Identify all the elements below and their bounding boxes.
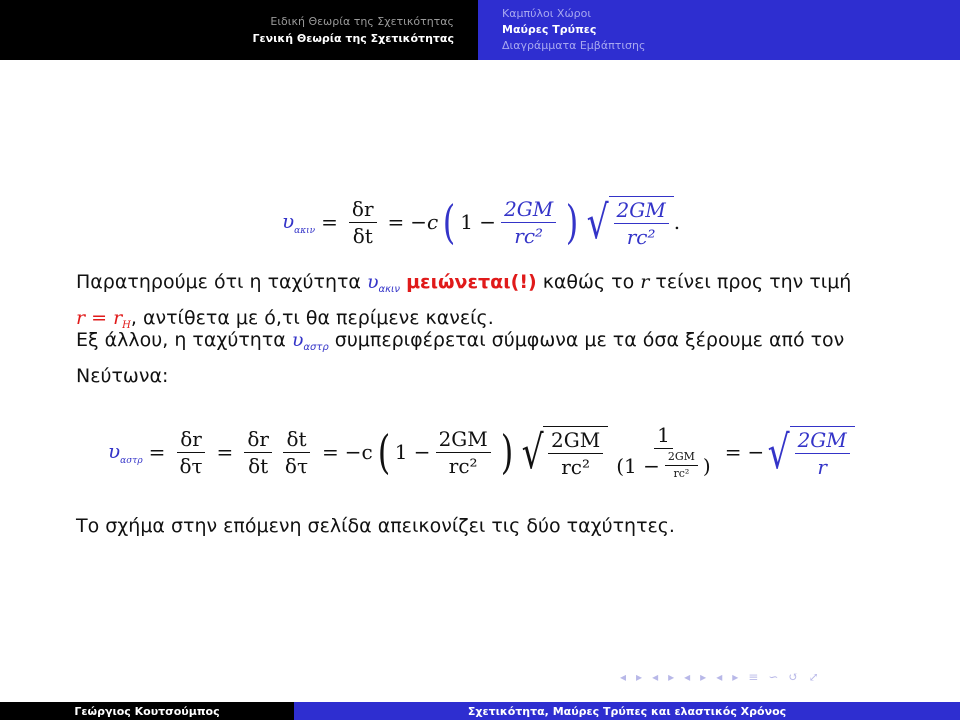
- nav-back-icon[interactable]: ↺: [788, 670, 799, 684]
- beamer-navigation: [620, 670, 819, 684]
- subsection-link-curved-spaces[interactable]: Καμπύλοι Χώροι: [502, 7, 592, 20]
- fraction-dr-dtau: $\frac{\delta r}{\delta\tau}$: [176, 428, 205, 477]
- nav-subsection-next-icon[interactable]: ▸: [668, 670, 675, 684]
- fraction-dt-dtau: $\frac{\delta t}{\delta\tau}$: [284, 426, 309, 478]
- slide-footer: [0, 702, 960, 720]
- minus-c: −c: [344, 440, 373, 464]
- sqrt-2gm-rc2: √ $\frac{2GM}{\text{rc²}}$: [583, 196, 674, 248]
- equation-v-astr: $\upsilon_{\alpha\sigma\tau\rho}$ = $\frac{\delta r}{\delta\tau}$ = $\frac{\delta r}{\delta t}$ $\frac{\delta t}{\delta\tau}$ = −c ( 1 − $\frac{2GM}{\text{rc²}}$ ) √ $\frac{2GM}{\text{rc²}}$ 1 (1 − $\frac{2GM}{\text{rc²}}$ ) = − √ $\frac{2GM}{r}$: [108, 424, 855, 480]
- section-nav: [0, 0, 478, 60]
- subsection-link-black-holes[interactable]: Μαύρες Τρύπες: [502, 23, 597, 36]
- nav-slide-prev-icon[interactable]: ◂: [716, 670, 723, 684]
- section-link-general-relativity[interactable]: Γενική Θεωρία της Σχετικότητας: [252, 32, 454, 45]
- sqrt-2gm-r: √ $\frac{2GM}{r}$: [764, 426, 855, 478]
- fraction-2gm-rc2: $\frac{2GM}{\text{rc²}}$: [501, 198, 556, 247]
- fraction-lorentz-factor: 1 (1 − $\frac{2GM}{\text{rc²}}$ ): [616, 423, 711, 480]
- nav-frame-prev-icon[interactable]: ◂: [620, 670, 627, 684]
- footer-title: Σχετικότητα, Μαύρες Τρύπες και ελαστικός Χρόνος: [294, 702, 960, 720]
- nav-slide-next-icon[interactable]: ▸: [732, 670, 739, 684]
- minus-sign: −: [747, 440, 765, 464]
- paragraph-newton: Εξ άλλου, η ταχύτητα $\upsilon_{\alpha\sigma\tau\rho}$ συμπεριφέρεται σύμφωνα με τα όσα ξέρουμε από τον Νεύτωνα:: [76, 329, 845, 387]
- paragraph-velocity-decrease: Παρατηρούμε ότι η ταχύτητα $\upsilon_{\alpha\kappa\iota\nu}$ μειώνεται(!) καθώς το r τείνει προς την τιμή $r = r_H$, αντίθετα με ό,τι θα περίμενε κανείς.: [76, 271, 852, 331]
- equation-v-kin: $\upsilon_{\alpha\kappa\iota\nu}$ = $\frac{\delta r}{\delta t}$ = −c ( 1 − $\frac{2GM}{\text{rc²}}$ ) √ $\frac{2GM}{\text{rc²}}$ .: [282, 195, 681, 249]
- footer-author: Γεώργιος Κουτσούμπος: [0, 702, 294, 720]
- nav-zoom-icon[interactable]: ⤢: [808, 670, 819, 684]
- v-kin-symbol: $\upsilon_{\alpha\kappa\iota\nu}$: [282, 208, 316, 236]
- highlight-decreases: μειώνεται(!): [406, 271, 537, 293]
- v-astr-symbol: $\upsilon_{\alpha\sigma\tau\rho}$: [108, 438, 143, 466]
- equation-period: .: [673, 210, 681, 234]
- nav-toc-icon[interactable]: ≡: [748, 670, 759, 684]
- sqrt-2gm-rc2: √ $\frac{2GM}{\text{rc²}}$: [518, 426, 609, 478]
- subsection-nav: [478, 0, 960, 60]
- fraction-dr-dt: $\frac{\delta r}{\delta t}$: [244, 428, 272, 477]
- nav-search-icon[interactable]: ∽: [768, 670, 779, 684]
- slide-header: [0, 0, 960, 60]
- paragraph-next-page: Το σχήμα στην επόμενη σελίδα απεικονίζει τις δύο ταχύτητες.: [76, 515, 675, 537]
- section-link-special-relativity[interactable]: Ειδική Θεωρία της Σχετικότητας: [270, 15, 454, 28]
- fraction-2gm-rc2: $\frac{2GM}{\text{rc²}}$: [436, 428, 491, 477]
- nav-subsection-prev-icon[interactable]: ◂: [652, 670, 659, 684]
- minus-c: −c: [410, 210, 439, 234]
- subsection-link-embedding-diagrams[interactable]: Διαγράμματα Εμβάπτισης: [502, 39, 646, 52]
- nav-frame-next-icon[interactable]: ▸: [636, 670, 643, 684]
- nav-section-prev-icon[interactable]: ◂: [684, 670, 691, 684]
- one-minus: 1 −: [460, 210, 497, 234]
- one-minus: 1 −: [394, 440, 431, 464]
- fraction-dr-dt: $\frac{\delta r}{\delta t}$: [349, 198, 377, 247]
- nav-section-next-icon[interactable]: ▸: [700, 670, 707, 684]
